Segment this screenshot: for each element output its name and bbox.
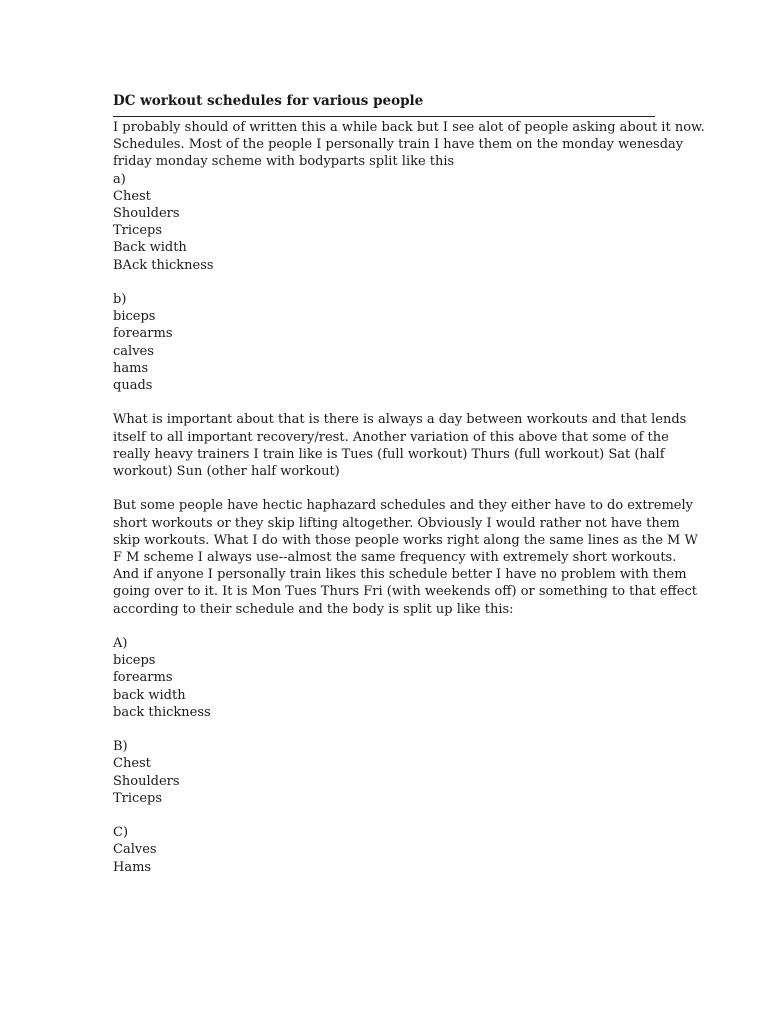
text-line: according to their schedule and the body is split up like this: [113, 601, 514, 617]
title-divider [113, 116, 655, 117]
text-line: Shoulders [113, 773, 180, 789]
text-line: C) [113, 825, 129, 841]
text-line: quads [113, 378, 153, 394]
text-line: hams [113, 360, 149, 376]
text-line: Back width [113, 240, 187, 256]
text-line: forearms [113, 670, 173, 686]
blank-line [113, 618, 658, 635]
text-line: really heavy trainers I train like is Tues (full workout) Thurs (full workout) Sat (half [113, 446, 665, 462]
text-line: itself to all important recovery/rest. Another variation of this above that some of the [113, 429, 669, 445]
text-line: Calves [113, 842, 157, 858]
text-line: BAck thickness [113, 257, 214, 273]
text-line: B) [113, 739, 128, 755]
text-line: workout) Sun (other half workout) [113, 464, 340, 480]
document-body [113, 92, 705, 876]
document-text [113, 119, 705, 876]
text-line: Chest [113, 188, 151, 204]
text-line: b) [113, 292, 127, 308]
text-line: And if anyone I personally train likes this schedule better I have no problem with them [113, 567, 687, 583]
blank-line [113, 721, 658, 738]
text-line: Hams [113, 859, 152, 875]
text-line: friday monday scheme with bodyparts split like this [113, 154, 455, 170]
text-line: short workouts or they skip lifting altogether. Obviously I would rather not have them [113, 515, 680, 531]
text-line: forearms [113, 326, 173, 342]
text-line: F M scheme I always use--almost the same frequency with extremely short workouts. [113, 550, 677, 566]
text-line: a) [113, 171, 126, 187]
text-line: biceps [113, 309, 156, 325]
text-line: Shoulders [113, 206, 180, 222]
text-line: I probably should of written this a while back but I see alot of people asking about it now. [113, 120, 705, 135]
text-line: But some people have hectic haphazard schedules and they either have to do extremely [113, 498, 693, 514]
blank-line [113, 274, 658, 291]
document-title: DC workout schedules for various people [113, 93, 424, 109]
text-line: Triceps [113, 790, 163, 806]
text-line: back thickness [113, 704, 211, 720]
blank-line [113, 394, 658, 411]
blank-line [113, 480, 658, 497]
text-line: back width [113, 687, 186, 703]
blank-line [113, 807, 658, 824]
text-line: going over to it. It is Mon Tues Thurs Fri (with weekends off) or something to that effect [113, 584, 697, 600]
text-line: Triceps [113, 223, 163, 239]
text-line: Schedules. Most of the people I personally train I have them on the monday wenesday [113, 137, 684, 153]
text-line: biceps [113, 653, 156, 669]
text-line: A) [113, 636, 128, 652]
text-line: calves [113, 343, 154, 359]
text-line: Chest [113, 756, 151, 772]
text-line: What is important about that is there is always a day between workouts and that lends [113, 412, 687, 428]
text-line: skip workouts. What I do with those people works right along the same lines as the M W [113, 532, 698, 548]
